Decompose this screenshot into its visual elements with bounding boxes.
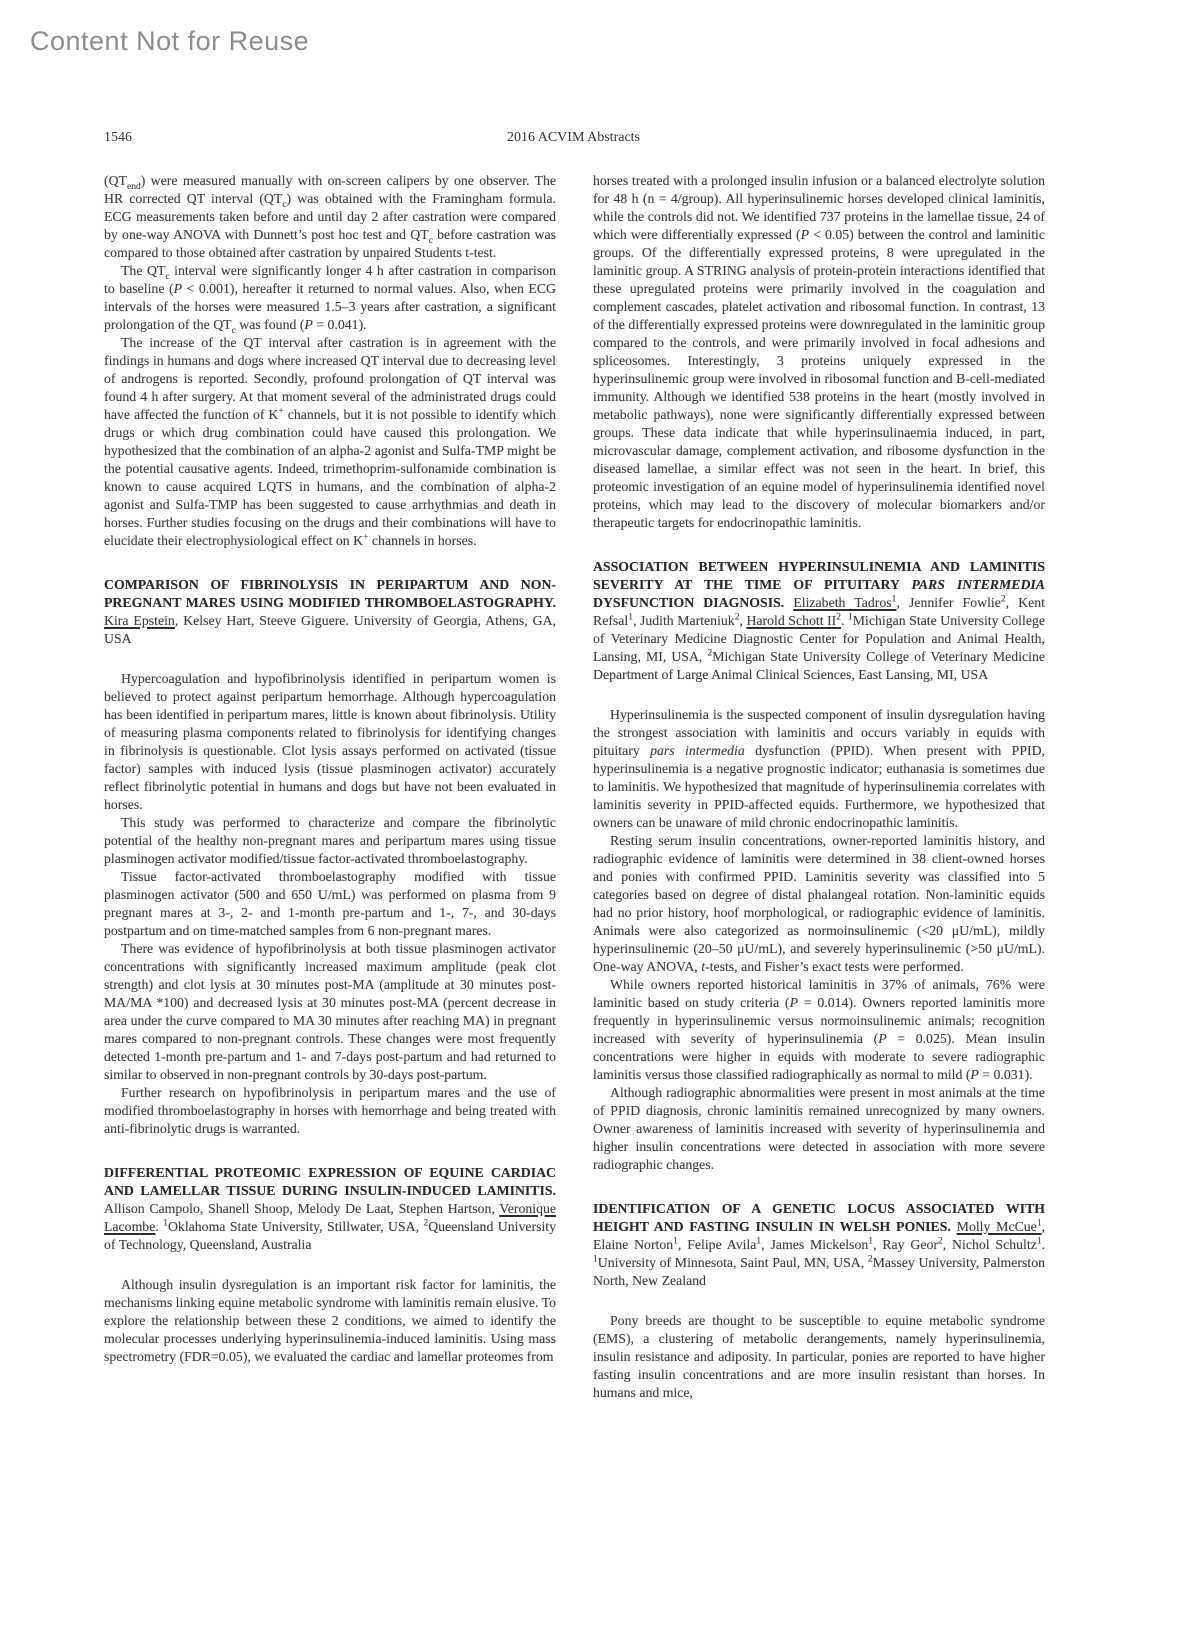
abstract-paragraph: Hypercoagulation and hypofibrinolysis identified in peripartum women is believed to protect against peripartum hemorrhage. Although hypercoagulation has been identified in peripartum mares, little is known about fibrinolysis. Utility of measuring plasma components related to fibrinolysis for identifying changes in fibrinolysis is questionable. Clot lysis assays performed on activated (tissue factor) samples with induced lysis (tissue plasminogen activator) accurately reflect fibrinolytic potential in humans and dogs but have not been evaluated in horses. <box>104 671 556 812</box>
abstract-paragraph: Resting serum insulin concentrations, owner-reported laminitis history, and radiographic evidence of laminitis were determined in 38 client-owned horses and ponies with confirmed PPID. Laminitis severity was classified into 5 categories based on degree of distal phalangeal rotation. Non-laminitic equids had no prior history, hoof morphological, or radiographic evidence of laminitis. Animals were also categorized as normoinsulinemic (<20 μU/mL), mildly hyperinsulinemic (20–50 μU/mL), and severely hyperinsulinemic (>50 μU/mL). One-way ANOVA, t-tests, and Fisher’s exact tests were performed. <box>593 833 1045 974</box>
abstract-paragraph: While owners reported historical laminitis in 37% of animals, 76% were laminitic based on study criteria (P = 0.014). Owners reported laminitis more frequently in hyperinsulinemic versus normoinsulinemic animals; recognition increased with severity of hyperinsulinemia (P = 0.025). Mean insulin concentrations were higher in equids with moderate to severe radiographic laminitis versus those classified radiographically as normal to mild (P = 0.031). <box>593 977 1045 1082</box>
watermark: Content Not for Reuse <box>30 26 310 56</box>
page-number: 1546 <box>104 130 132 145</box>
abstract-paragraph: Tissue factor-activated thromboelastography modified with tissue plasminogen activator (500 and 650 U/mL) was performed on plasma from 9 pregnant mares at 3-, 2- and 1-month pre-partum and 1-, 7-, and 30-days postpartum and on time-matched samples from 6 non-pregnant mares. <box>104 869 556 938</box>
journal-title: 2016 ACVIM Abstracts <box>507 130 640 145</box>
abstract-heading: ASSOCIATION BETWEEN HYPERINSULINEMIA AND LAMINITIS SEVERITY AT THE TIME OF PITUITARY PARS INTERMEDIA DYSFUNCTION DIAGNOSIS. Elizabeth Tadros$^1$, Jennifer Fowlie$^2$, Kent Refsal$^1$, Judith Marteniuk$^2$, Harold Schott $II^2$. $^1$Michigan State University College of Veterinary Medicine Diagnostic Center for Population and Animal Health, Lansing, MI, USA, $^2$Michigan State University College of Veterinary Medicine Department of Large Animal Clinical Sciences, East Lansing, MI, USA <box>593 559 1046 682</box>
abstract-heading: IDENTIFICATION OF A GENETIC LOCUS ASSOCIATED WITH HEIGHT AND FASTING INSULIN IN WELSH PONIES. Molly McCue$^1$, Elaine Norton$^1$, Felipe Avila$^1$, James Mickelson$^1$, Ray Geor$^2$, Nichol Schultz$^1$. $^1$University of Minnesota, Saint Paul, MN, USA, $^2$Massey University, Palmerston North, New Zealand <box>593 1201 1046 1288</box>
abstract-paragraph: The increase of the QT interval after castration is in agreement with the findings in humans and dogs where increased QT interval due to decreasing level of androgens is reported. Secondly, profound prolongation of QT interval was found 4 h after surgery. At that moment several of the administrated drugs could have affected the function of K+ channels, but it is not possible to identify which drugs or which drug combination could have caused this prolongation. We hypothesized that the combination of an alpha-2 agonist and Sulfa-TMP might be the potential causative agents. Indeed, trimethoprim-sulfonamide combination is known to cause acquired LQTS in humans, and the combination of alpha-2 agonist and Sulfa-TMP has been suggested to cause arrhythmias and death in horses. Further studies focusing on the drugs and their combinations will have to elucidate their electrophysiological effect on K+ channels in horses. <box>104 335 557 548</box>
abstract-paragraph: Although insulin dysregulation is an important risk factor for laminitis, the mechanisms linking equine metabolic syndrome with laminitis remain elusive. To explore the relationship between these 2 conditions, we aimed to identify the molecular processes underlying hyperinsulinemia-induced laminitis. Using mass spectrometry (FDR=0.05), we evaluated the cardiac and lamellar proteomes from <box>104 1277 556 1364</box>
abstract-heading: DIFFERENTIAL PROTEOMIC EXPRESSION OF EQUINE CARDIAC AND LAMELLAR TISSUE DURING INSULIN-INDUCED LAMINITIS. Allison Campolo, Shanell Shoop, Melody De Laat, Stephen Hartson, Veronique Lacombe. $^1$Oklahoma State University, Stillwater, USA, $^2$Queensland University of Technology, Queensland, Australia <box>104 1165 557 1252</box>
abstract-paragraph: There was evidence of hypofibrinolysis at both tissue plasminogen activator concentrations with significantly increased maximum amplitude (peak clot strength) and clot lysis at 30 minutes post-MA (amplitude at 30 minutes post-MA/MA *100) and decreased lysis at 30 minutes post-MA (percent decrease in area under the curve compared to MA 30 minutes after reaching MA) in pregnant mares compared to non-pregnant controls. These changes were most frequently detected 1-month pre-partum and 1- and 7-days post-partum and had returned to similar to observed in non-pregnant controls by 30-days post-partum. <box>104 941 556 1082</box>
abstract-columns <box>104 172 1045 1402</box>
abstract-paragraph: Although radiographic abnormalities were present in most animals at the time of PPID diagnosis, chronic laminitis remained unrecognized by many owners. Owner awareness of laminitis increased with severity of hyperinsulinemia and higher insulin concentrations were detected in association with more severe radiographic changes. <box>593 1085 1045 1172</box>
abstract-paragraph: Further research on hypofibrinolysis in peripartum mares and the use of modified thromboelastography in horses with hemorrhage and being treated with anti-fibrinolytic drugs is warranted. <box>104 1085 556 1136</box>
abstract-paragraph: horses treated with a prolonged insulin infusion or a balanced electrolyte solution for 48 h (n = 4/group). All hyperinsulinemic horses developed clinical laminitis, while the controls did not. We identified 737 proteins in the lamellae tissue, 24 of which were differentially expressed (P < 0.05) between the control and laminitic groups. Of the differentially expressed proteins, 8 were upregulated in the laminitic group. A STRING analysis of protein-protein interactions identified that these upregulated proteins were primarily involved in the coagulation and complement cascades, platelet activation and ribosomal function. In contrast, 13 of the differentially expressed proteins were downregulated in the laminitic group compared to the controls, and were primarily involved in focal adhesions and spliceosomes. Interestingly, 3 proteins uniquely expressed in the hyperinsulinemic group were involved in ribosomal function and B-cell-mediated immunity. Although we identified 538 proteins in the heart (mostly involved in metabolic pathways), none were significantly differentially expressed between groups. These data indicate that while hyperinsulinaemia induced, in part, microvascular damage, complement activation, and ribosome dysfunction in the diseased lamellae, a similar effect was not seen in the heart. In brief, this proteomic investigation of an equine model of hyperinsulinemia identified novel proteins, which may lead to the discovery of molecular biomarkers and/or therapeutic targets for endocrinopathic laminitis. <box>593 173 1045 530</box>
abstract-heading: COMPARISON OF FIBRINOLYSIS IN PERIPARTUM AND NON-PREGNANT MARES USING MODIFIED THROMBOELASTOGRAPHY. Kira Epstein, Kelsey Hart, Steeve Giguere. University of Georgia, Athens, GA, USA <box>104 577 556 646</box>
abstract-paragraph: $(QT_{end})$ were measured manually with on-screen calipers by one observer. The HR corrected QT interval $(QT_c)$ was obtained with the Framingham formula. ECG measurements taken before and until day 2 after castration were compared by one-way ANOVA with Dunnett’s post hoc test and $QT_c$ before castration was compared to those obtained after castration by unpaired Students t-test. <box>104 173 556 260</box>
abstract-paragraph: Pony breeds are thought to be susceptible to equine metabolic syndrome (EMS), a clustering of metabolic derangements, namely hyperinsulinemia, insulin resistance and adiposity. In particular, ponies are reported to have higher fasting insulin concentrations and are more insulin resistant than horses. In humans and mice, <box>593 1313 1045 1400</box>
left-column <box>104 172 556 1402</box>
abstract-paragraph: The $QT_c$ interval were significantly longer 4 h after castration in comparison to baseline (P < 0.001), hereafter it returned to normal values. Also, when ECG intervals of the horses were measured 1.5–3 years after castration, a significant prolongation of the $QT_c$ was found (P = 0.041). <box>104 263 556 336</box>
page-header <box>104 130 1043 146</box>
abstract-paragraph: Hyperinsulinemia is the suspected component of insulin dysregulation having the strongest association with laminitis and occurs variably in equids with pituitary pars intermedia dysfunction (PPID). When present with PPID, hyperinsulinemia is a negative prognostic indicator; euthanasia is sometimes due to laminitis. We hypothesized that magnitude of hyperinsulinemia correlates with laminitis severity in PPID-affected equids. Furthermore, we hypothesized that owners can be unaware of mild chronic endocrinopathic laminitis. <box>593 707 1045 830</box>
abstract-paragraph: This study was performed to characterize and compare the fibrinolytic potential of the healthy non-pregnant mares and peripartum mares using tissue plasminogen activator modified/tissue factor-activated thromboelastography. <box>104 815 556 866</box>
right-column <box>593 172 1045 1402</box>
